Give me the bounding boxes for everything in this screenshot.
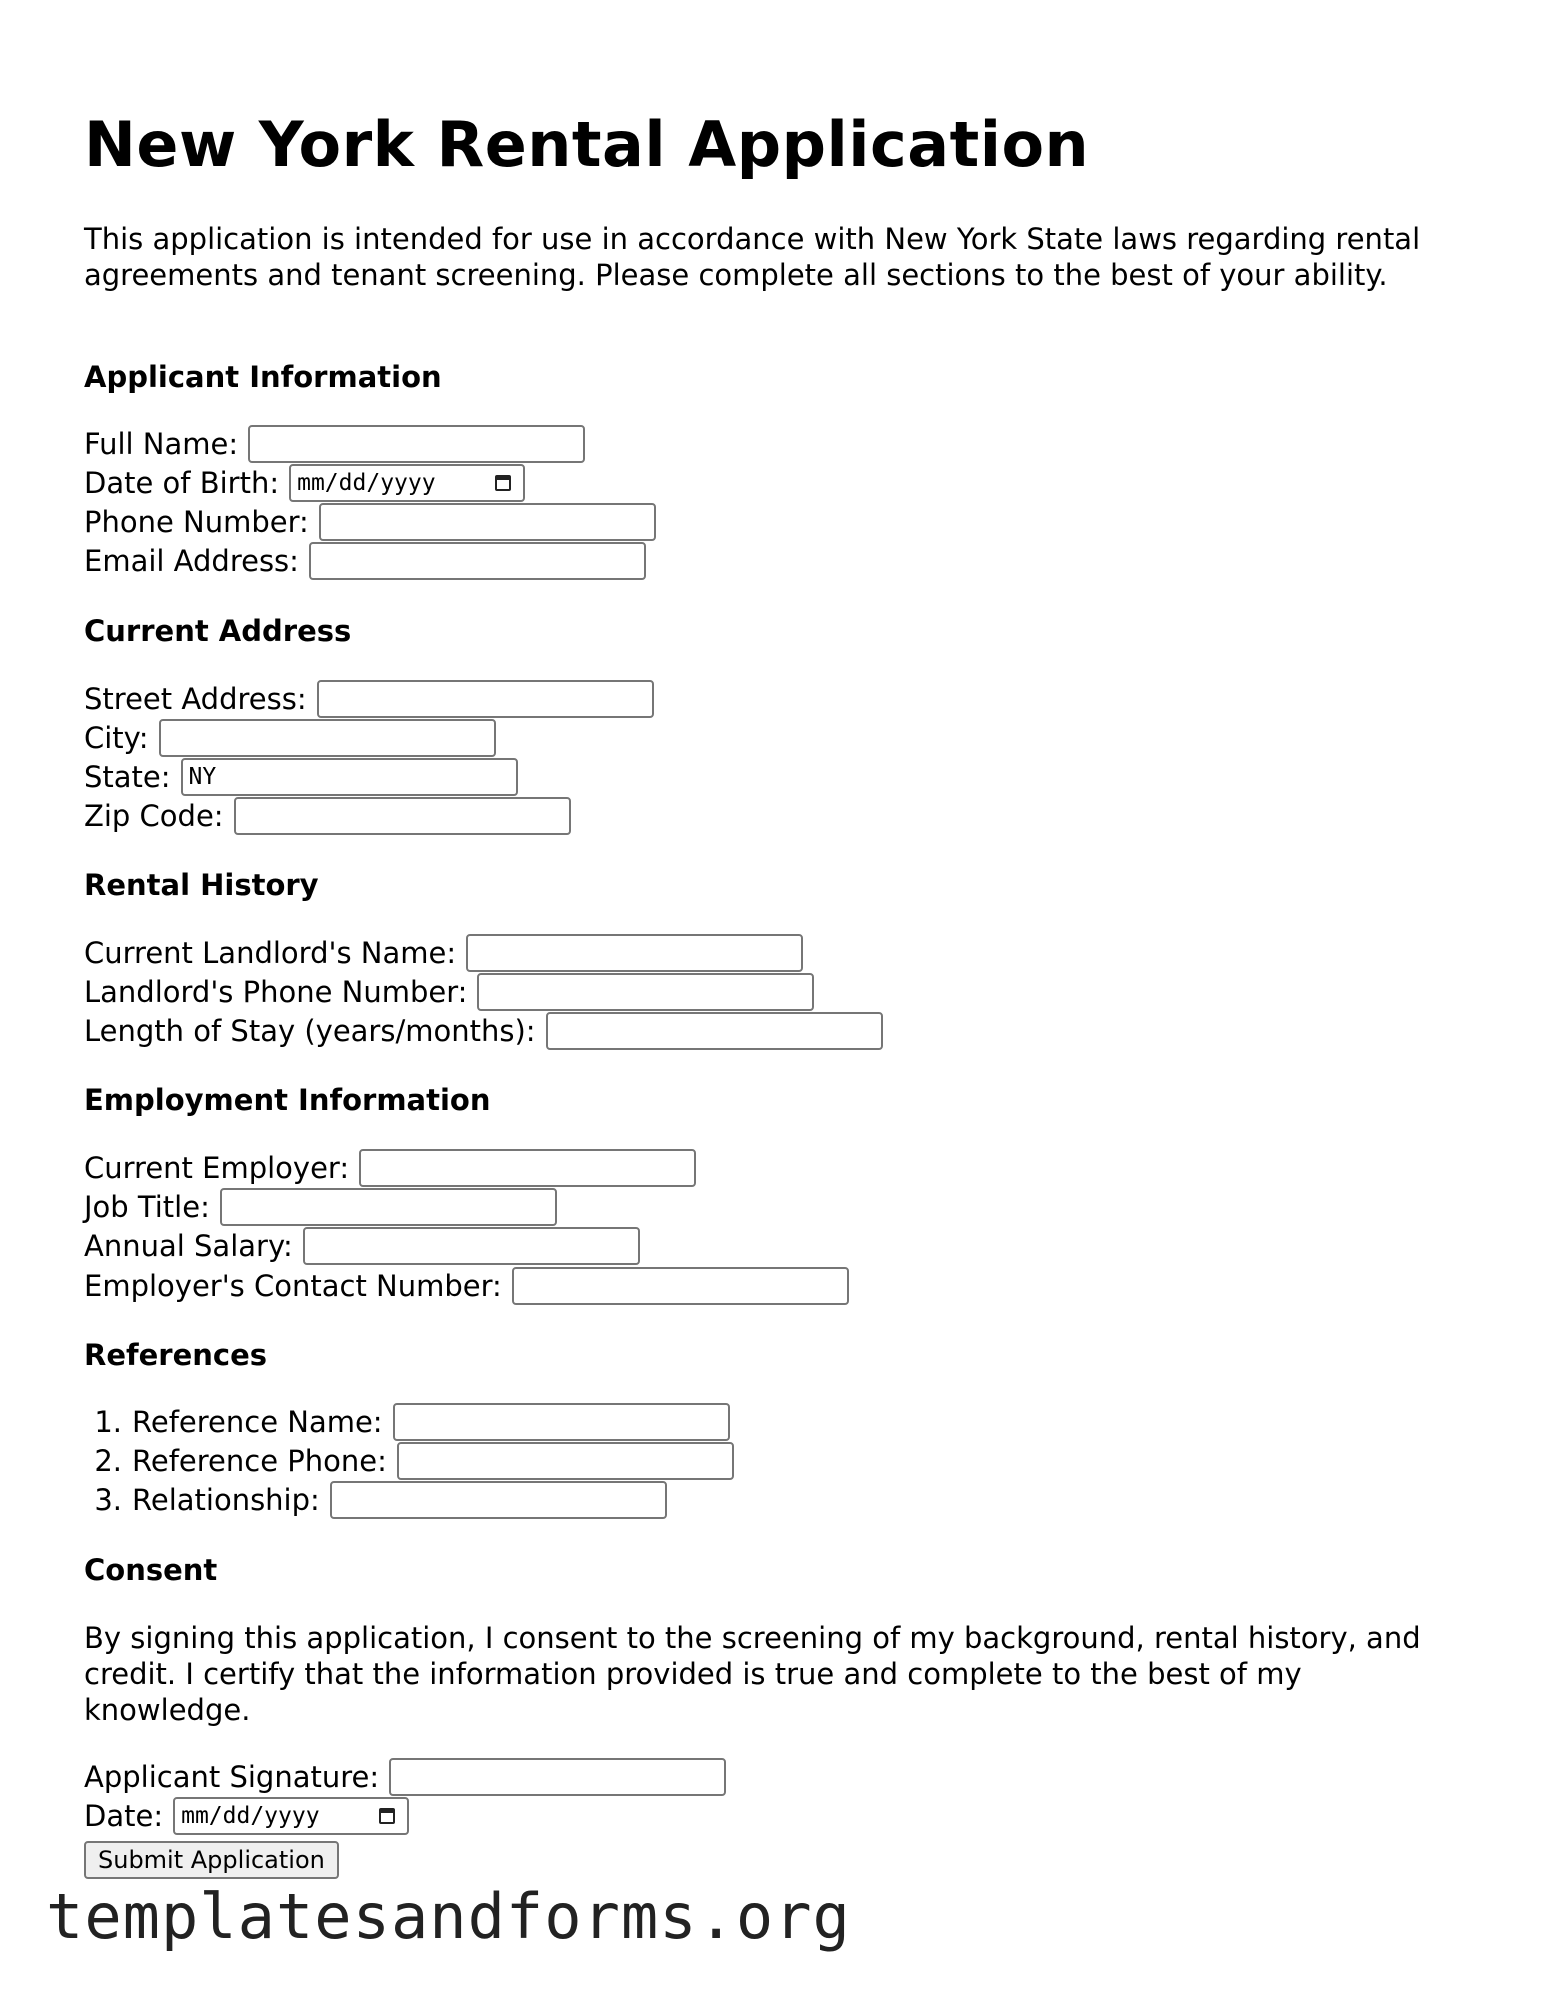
signature-label: Applicant Signature: (84, 1760, 380, 1794)
zip-input[interactable] (234, 797, 571, 835)
dob-input[interactable] (289, 464, 525, 502)
state-row (84, 757, 518, 797)
employer-contact-label: Employer's Contact Number: (84, 1269, 502, 1303)
employer-row (84, 1148, 696, 1188)
city-input[interactable] (159, 719, 496, 757)
phone-input[interactable] (319, 503, 656, 541)
zip-row (84, 796, 571, 836)
signature-row (84, 1757, 726, 1797)
list-number: 3. (94, 1483, 122, 1517)
watermark: templatesandforms.org (46, 1880, 851, 1953)
landlord-phone-row (84, 972, 814, 1012)
consent-date-label: Date: (84, 1799, 164, 1833)
section-heading-consent: Consent (84, 1553, 218, 1587)
section-heading-address: Current Address (84, 614, 352, 648)
calendar-icon[interactable] (495, 475, 511, 491)
state-input[interactable]: NY (181, 758, 518, 796)
zip-label: Zip Code: (84, 799, 224, 833)
employer-contact-input[interactable] (512, 1267, 849, 1305)
page-title: New York Rental Application (84, 108, 1090, 181)
email-input[interactable] (309, 542, 646, 580)
length-of-stay-label: Length of Stay (years/months): (84, 1014, 536, 1048)
salary-label: Annual Salary: (84, 1229, 293, 1263)
length-of-stay-input[interactable] (546, 1012, 883, 1050)
email-row (84, 541, 646, 581)
landlord-name-input[interactable] (466, 934, 803, 972)
street-label: Street Address: (84, 682, 307, 716)
employer-input[interactable] (359, 1149, 696, 1187)
salary-row (84, 1226, 640, 1266)
email-label: Email Address: (84, 544, 299, 578)
dob-row (84, 463, 525, 503)
section-heading-employment: Employment Information (84, 1083, 491, 1117)
full-name-input[interactable] (248, 425, 585, 463)
section-heading-rental: Rental History (84, 868, 319, 902)
job-title-label: Job Title: (84, 1190, 210, 1224)
salary-input[interactable] (303, 1227, 640, 1265)
full-name-label: Full Name: (84, 427, 239, 461)
reference-phone-label: Reference Phone: (132, 1444, 387, 1478)
job-title-row (84, 1187, 557, 1227)
relationship-input[interactable] (330, 1481, 667, 1519)
intro-text: This application is intended for use in accordance with New York State laws regarding rental agreements and tenant screening. Please complete all sections to the best of your ability. (84, 222, 1421, 292)
list-number: 1. (94, 1405, 122, 1439)
landlord-phone-input[interactable] (477, 973, 814, 1011)
calendar-icon[interactable] (379, 1808, 395, 1824)
state-label: State: (84, 760, 171, 794)
signature-input[interactable] (389, 1758, 726, 1796)
section-heading-applicant: Applicant Information (84, 360, 442, 394)
submit-button[interactable]: Submit Application (84, 1841, 339, 1879)
phone-label: Phone Number: (84, 505, 309, 539)
employer-label: Current Employer: (84, 1151, 350, 1185)
consent-date-input[interactable] (173, 1797, 409, 1835)
reference-name-row (84, 1402, 730, 1442)
city-row (84, 718, 496, 758)
list-number: 2. (94, 1444, 122, 1478)
landlord-phone-label: Landlord's Phone Number: (84, 975, 468, 1009)
street-row (84, 679, 654, 719)
section-heading-references: References (84, 1338, 268, 1372)
job-title-input[interactable] (220, 1188, 557, 1226)
consent-date-placeholder: mm/dd/yyyy (181, 1803, 320, 1829)
city-label: City: (84, 721, 149, 755)
length-of-stay-row (84, 1011, 883, 1051)
reference-phone-row (84, 1441, 734, 1481)
dob-label: Date of Birth: (84, 466, 280, 500)
reference-name-label: Reference Name: (132, 1405, 383, 1439)
reference-phone-input[interactable] (397, 1442, 734, 1480)
consent-date-row (84, 1796, 409, 1836)
reference-name-input[interactable] (393, 1403, 730, 1441)
full-name-row (84, 424, 585, 464)
consent-text: By signing this application, I consent to the screening of my background, rental history, and credit. I certify that the information provided is true and complete to the best of my knowledge. (84, 1621, 1421, 1727)
landlord-name-row (84, 933, 803, 973)
relationship-row (84, 1480, 667, 1520)
dob-placeholder: mm/dd/yyyy (297, 470, 436, 496)
relationship-label: Relationship: (132, 1483, 320, 1517)
employer-contact-row (84, 1266, 849, 1306)
phone-row (84, 502, 656, 542)
landlord-name-label: Current Landlord's Name: (84, 936, 457, 970)
street-input[interactable] (317, 680, 654, 718)
